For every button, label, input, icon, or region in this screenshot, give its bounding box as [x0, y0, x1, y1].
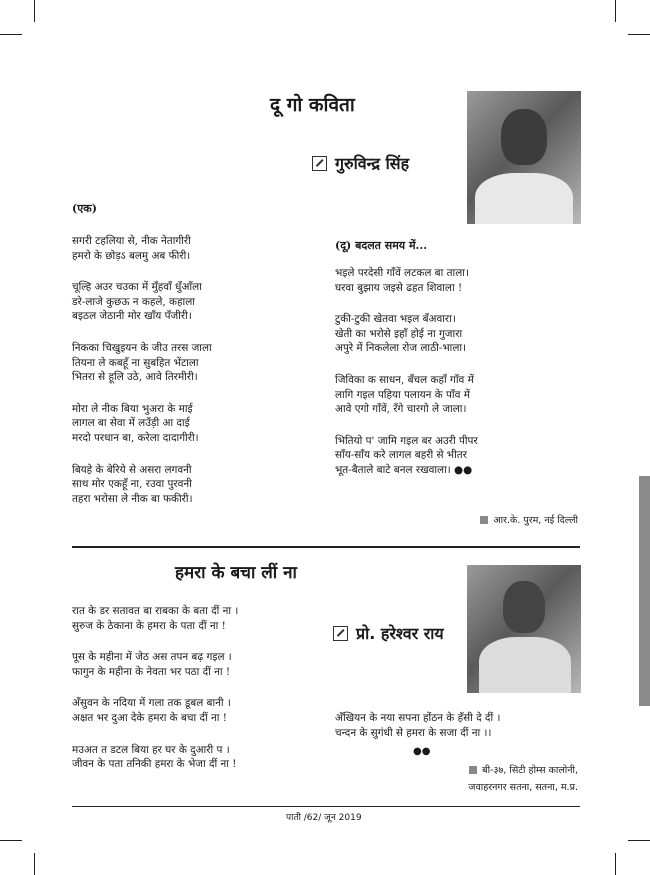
stanza: चूल्हि अउर चउका में मुँहवाँ धुँआँला डरे-लाजे कुछऊ न कहले, कहाला बइठल जेठानी मोर खाँय पँजीरी। — [72, 281, 202, 323]
stanza: सगरी टहलिया से, नीक नेतागीरी हमरो के छोड़ऽ बलमु अब फीरी। — [72, 235, 191, 262]
poem-bacha-right: अँखियन के नया सपना होंठन के हँसी दे दीं । चन्दन के सुगंधी से हमरा के सजा दीं ना ।। — [335, 712, 501, 739]
side-tab — [639, 476, 650, 706]
author-address: आर.के. पुरम, नई दिल्ली — [480, 512, 578, 529]
poem-du — [335, 266, 478, 495]
author-label: गुरुविन्द्र सिंह — [335, 154, 410, 173]
stanza: भितियो प' जामि गइल बर अउरी पीपर साँय-साँय करे लागल बहरी से भीतर भूत-बैताले बाटे बनल रखवाला। ●● — [335, 434, 478, 476]
poem-heading-ek: (एक) — [72, 202, 97, 215]
pen-icon — [333, 626, 348, 641]
poem-ek — [72, 234, 212, 523]
stanza: भइले परदेसी गाँवें लटकल बा ताला। घरवा बुझाय जइसे ढहत शिवाला ! — [335, 267, 469, 294]
poem-bacha — [72, 604, 238, 789]
end-mark: ●● — [413, 746, 431, 757]
page-title: दू गो कविता — [270, 94, 355, 116]
author-name — [312, 152, 409, 174]
author-name-2 — [333, 622, 444, 644]
footer-divider — [72, 806, 580, 807]
section-divider — [72, 546, 580, 548]
page-footer: पाती /62/ जून 2019 — [286, 813, 362, 823]
stanza: मउअत त डटल बिया हर घर के दुआरी प । जीवन के पता तनिकी हमरा के भेजा दीं ना ! — [72, 743, 237, 771]
author-photo-2 — [467, 565, 581, 693]
author-address-2: बी-३७, सिटी होम्स कालोनी, जवाहरनगर सतना, सतना, म.प्र. — [468, 765, 578, 793]
stanza: पूस के महीना में जेठ अस तपन बढ़ गइल । फागुन के महीना के नेवता भर पठा दीं ना ! — [72, 651, 232, 678]
stanza: जिविका क साधन, बँचल कहाँ गाँव में लागि गइल पहिया पलायन के पाँव में आवे एगो गाँवें, रँगे चारगो ले जाला। — [335, 373, 474, 416]
square-bullet-icon — [480, 516, 488, 524]
stanza: बियहे के बेरिये से असरा लगवनी साथ मोर एकहूँ ना, रउवा पुरवनी तहरा भरोसा ले नीक बा फकीरी। — [72, 463, 193, 505]
poem-title: हमरा के बचा लीं ना — [175, 563, 297, 583]
stanza: मोरा ले नीक बिया भुअरा के माई लागल बा सेवा में लउँड़ी आ दाई मरदो परधान बा, करेला दादागीरी। — [72, 402, 199, 444]
square-bullet-icon — [469, 766, 477, 774]
pen-icon — [312, 156, 327, 171]
stanza: टुकी-टुकी खेतवा भइल बँअवारा। खेती का भरोसे इहाँ होई ना गुजारा अपुरे में निकलेला रोज लाठी-भाला। — [335, 313, 467, 355]
poem-heading-du: (दू) बदलत समय में... — [335, 239, 428, 252]
author-photo — [467, 91, 581, 224]
author-label-2: प्रो. हरेश्वर राय — [356, 624, 444, 643]
stanza: अँसुवन के नदिया में गला तक डूबल बानी । अक्षत भर दुआ देके हमरा के बचा दीं ना ! — [72, 697, 231, 724]
stanza: निकका चिखुइयन के जीउ तरस जाला तियना ले कबहूँ ना सुबहित भेंटाला भितरा से हूलि उठे, आवे तिरमीरी। — [72, 341, 212, 384]
stanza: रात के डर सतावत बा राबका के बता दीं ना । सुरुज के ठेकाना के हमरा के पता दीं ना ! — [72, 605, 239, 632]
